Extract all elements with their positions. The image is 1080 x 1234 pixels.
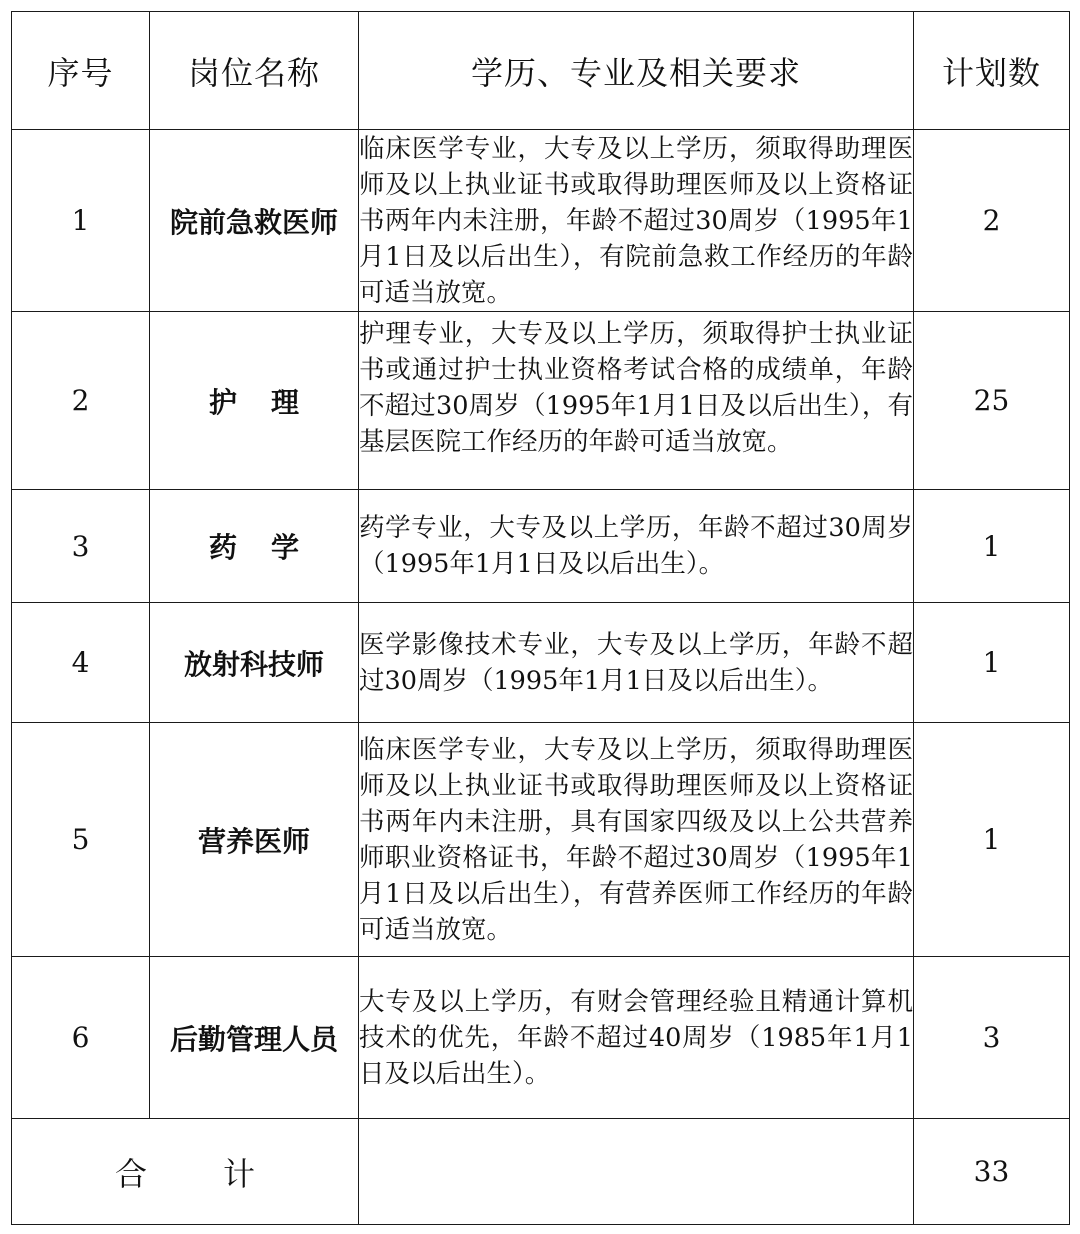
row-position: 院前急救医师 (150, 130, 359, 312)
table-row (12, 130, 1070, 312)
table-row (12, 603, 1070, 723)
row-requirements (359, 490, 914, 603)
header-row (12, 12, 1070, 130)
row-plan: 1 (914, 723, 1070, 957)
row-plan: 1 (914, 490, 1070, 603)
requirements-text: 临床医学专业，大专及以上学历，须取得助理医师及以上执业证书或取得助理医师及以上资格证书两年内未注册，年龄不超过30周岁（1995年1月1日及以后出生），有院前急救工作经历的年龄可适当放宽。 (359, 133, 913, 308)
row-plan: 1 (914, 603, 1070, 723)
header-seq: 序号 (12, 12, 150, 130)
table-row (12, 723, 1070, 957)
row-plan: 25 (914, 312, 1070, 490)
row-position: 营养医师 (150, 723, 359, 957)
header-plan: 计划数 (914, 12, 1070, 130)
table-row (12, 490, 1070, 603)
row-seq: 2 (12, 312, 150, 490)
total-plan: 33 (914, 1119, 1070, 1225)
total-label: 合计 (12, 1119, 359, 1225)
recruitment-table (11, 11, 1070, 1225)
requirements-text: 医学影像技术专业，大专及以上学历，年龄不超过30周岁（1995年1月1日及以后出生）。 (359, 629, 913, 696)
row-seq: 6 (12, 957, 150, 1119)
row-seq: 3 (12, 490, 150, 603)
row-requirements (359, 130, 914, 312)
row-position: 后勤管理人员 (150, 957, 359, 1119)
row-requirements (359, 957, 914, 1119)
table-row (12, 957, 1070, 1119)
requirements-text: 大专及以上学历，有财会管理经验且精通计算机技术的优先，年龄不超过40周岁（1985年1月1日及以后出生）。 (359, 986, 913, 1089)
row-seq: 1 (12, 130, 150, 312)
row-seq: 4 (12, 603, 150, 723)
requirements-text: 护理专业，大专及以上学历，须取得护士执业证书或通过护士执业资格考试合格的成绩单，年龄不超过30周岁（1995年1月1日及以后出生），有基层医院工作经历的年龄可适当放宽。 (359, 319, 913, 457)
row-seq: 5 (12, 723, 150, 957)
row-requirements (359, 312, 914, 490)
row-position: 护理 (150, 312, 359, 490)
row-position: 药学 (150, 490, 359, 603)
requirements-text: 临床医学专业，大专及以上学历，须取得助理医师及以上执业证书或取得助理医师及以上资格证书两年内未注册，具有国家四级及以上公共营养师职业资格证书，年龄不超过30周岁（1995年1月1日及以后出生），有营养医师工作经历的年龄可适当放宽。 (359, 734, 913, 945)
total-row (12, 1119, 1070, 1225)
row-plan: 2 (914, 130, 1070, 312)
row-plan: 3 (914, 957, 1070, 1119)
row-requirements (359, 723, 914, 957)
header-position: 岗位名称 (150, 12, 359, 130)
row-position: 放射科技师 (150, 603, 359, 723)
requirements-text: 药学专业，大专及以上学历，年龄不超过30周岁（1995年1月1日及以后出生）。 (359, 513, 913, 579)
table-row (12, 312, 1070, 490)
total-requirements (359, 1119, 914, 1225)
header-requirements: 学历、专业及相关要求 (359, 12, 914, 130)
row-requirements (359, 603, 914, 723)
